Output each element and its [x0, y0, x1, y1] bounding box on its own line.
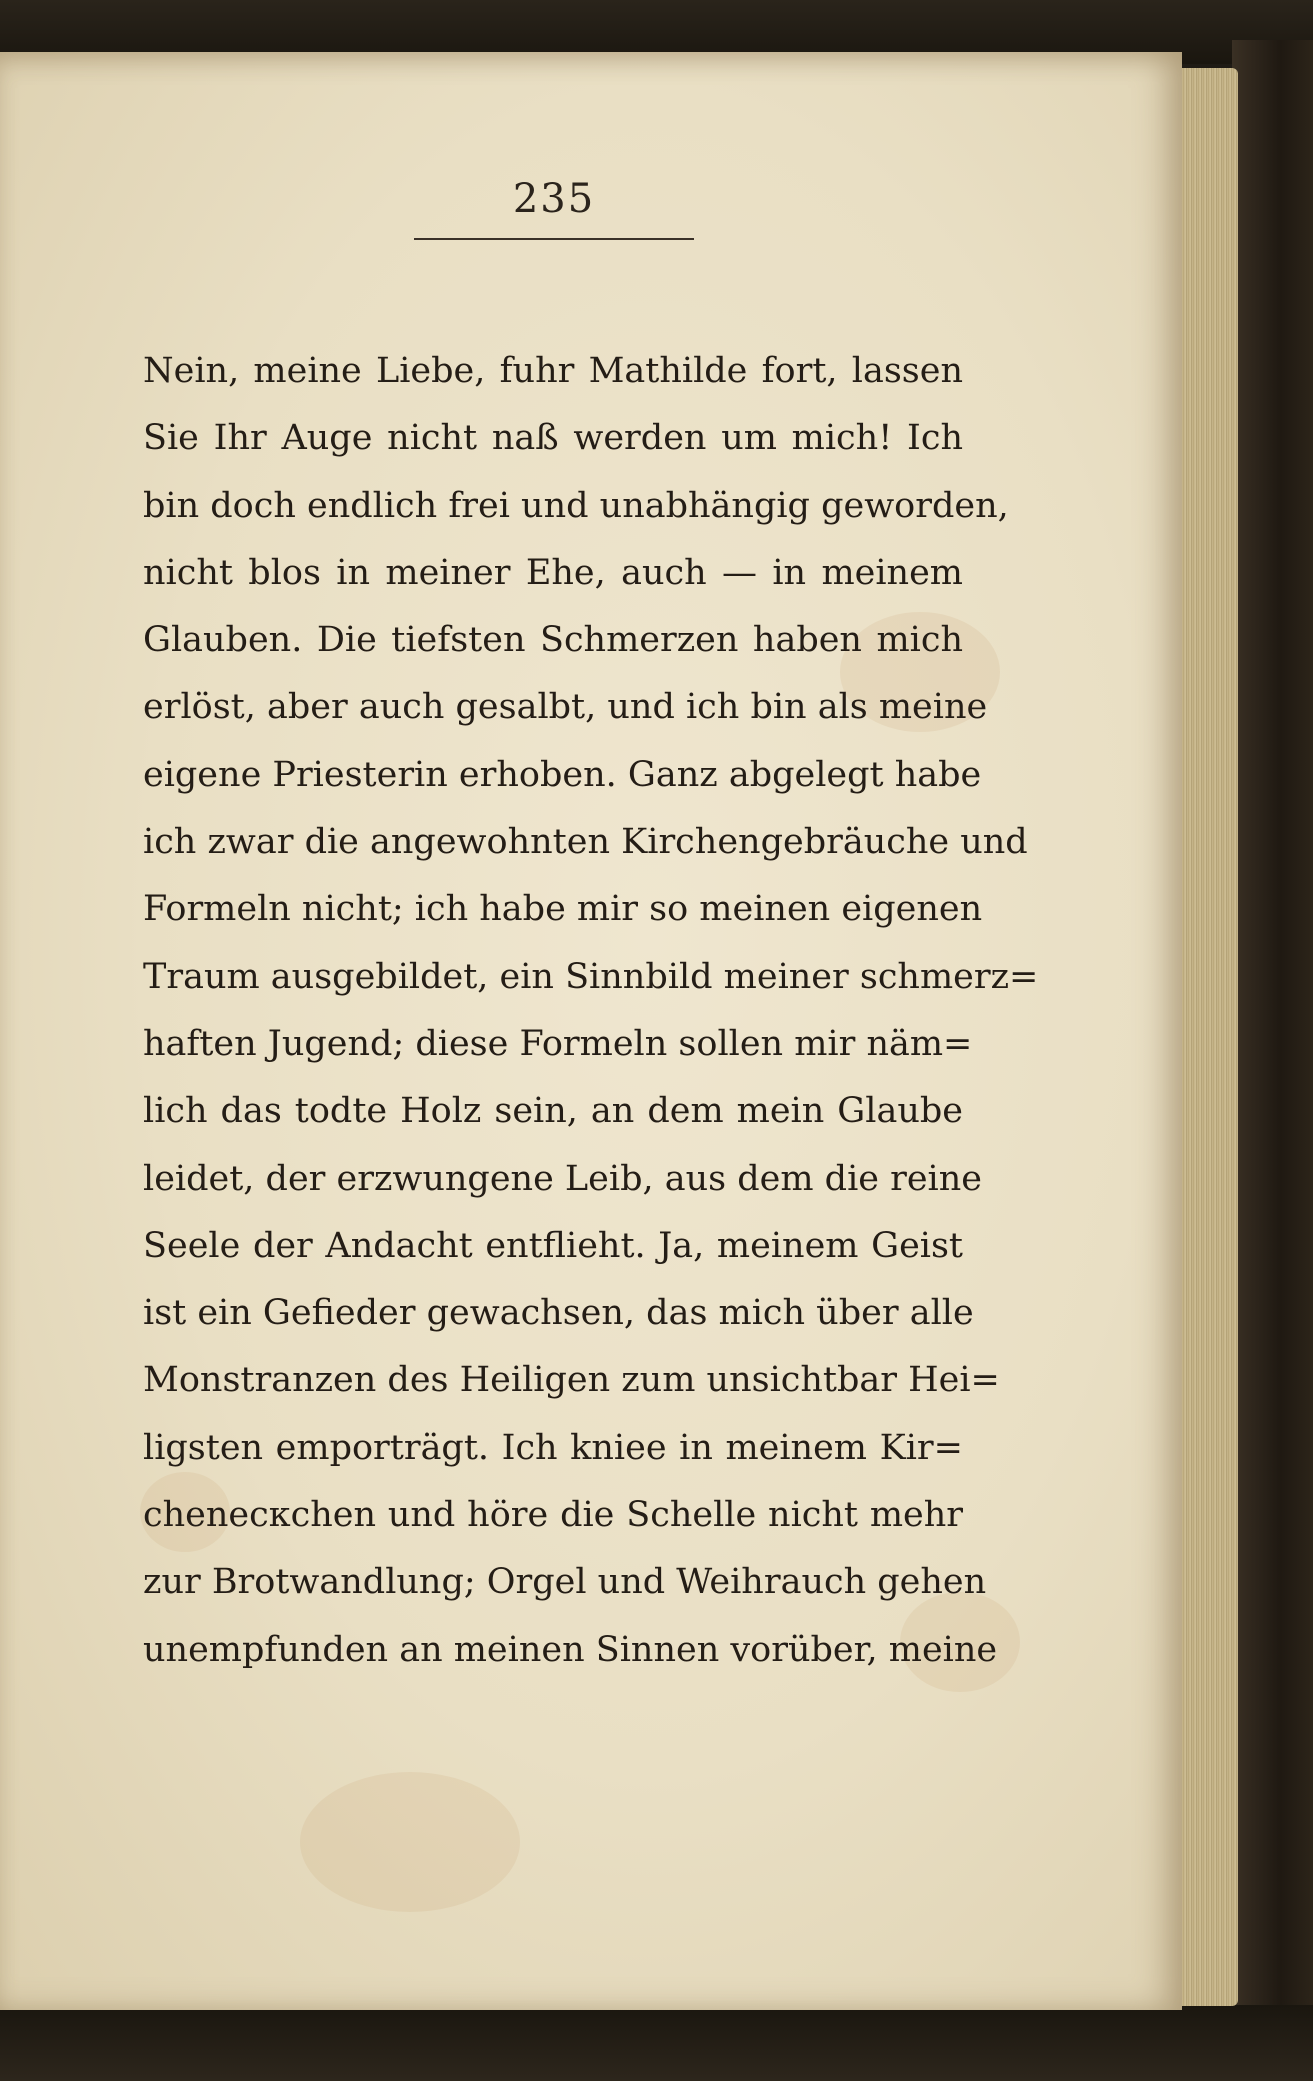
text-line: leidet, der erzwungene Leib, aus dem die reine [143, 1158, 982, 1199]
text-line: Traum ausgebildet, ein Sinnbild meiner schmerz= [143, 956, 1039, 997]
text-line: erlöst, aber auch gesalbt, und ich bin als meine [143, 687, 988, 728]
text-line: haften Jugend; diese Formeln sollen mir näm= [143, 1023, 973, 1064]
text-line: ich zwar die angewohnten Kirchengebräuche und [143, 822, 1028, 863]
text-line: chenecкchen und höre die Schelle nicht mehr [143, 1495, 963, 1536]
text-line: Glauben. Die tiefsten Schmerzen haben mich [143, 620, 963, 661]
text-line: ligsten emporträgt. Ich kniee in meinem Kir= [143, 1427, 963, 1468]
paper-stain [300, 1772, 520, 1912]
text-line: eigene Priesterin erhoben. Ganz abgelegt habe [143, 754, 982, 795]
text-line: lich das todte Holz sein, an dem mein Glaube [143, 1091, 963, 1132]
book-cover-right [1232, 40, 1313, 2030]
text-line: Seele der Andacht entflieht. Ja, meinem Geist [143, 1225, 963, 1266]
text-line: Nein, meine Liebe, fuhr Mathilde fort, lassen [143, 351, 963, 391]
text-line: bin doch endlich frei und unabhängig geworden, [143, 485, 1009, 526]
text-line: Monstranzen des Heiligen zum unsichtbar Hei= [143, 1360, 1000, 1401]
text-line: nicht blos in meiner Ehe, auch — in meinem [143, 552, 963, 593]
text-line: Formeln nicht; ich habe mir so meinen eigenen [143, 889, 983, 930]
body-text [143, 338, 1039, 1684]
text-line: Sie Ihr Auge nicht naß werden um mich! Ich [143, 418, 963, 459]
text-line: zur Brotwandlung; Orgel und Weihrauch gehen [143, 1562, 987, 1603]
text-line: unempfunden an meinen Sinnen vorüber, meine [143, 1629, 998, 1670]
page-header [414, 176, 694, 246]
header-rule [414, 238, 694, 240]
page-number: 235 [512, 176, 596, 222]
text-line: ist ein Gefieder gewachsen, das mich über alle [143, 1293, 974, 1334]
book-cover-bottom [0, 2005, 1313, 2081]
